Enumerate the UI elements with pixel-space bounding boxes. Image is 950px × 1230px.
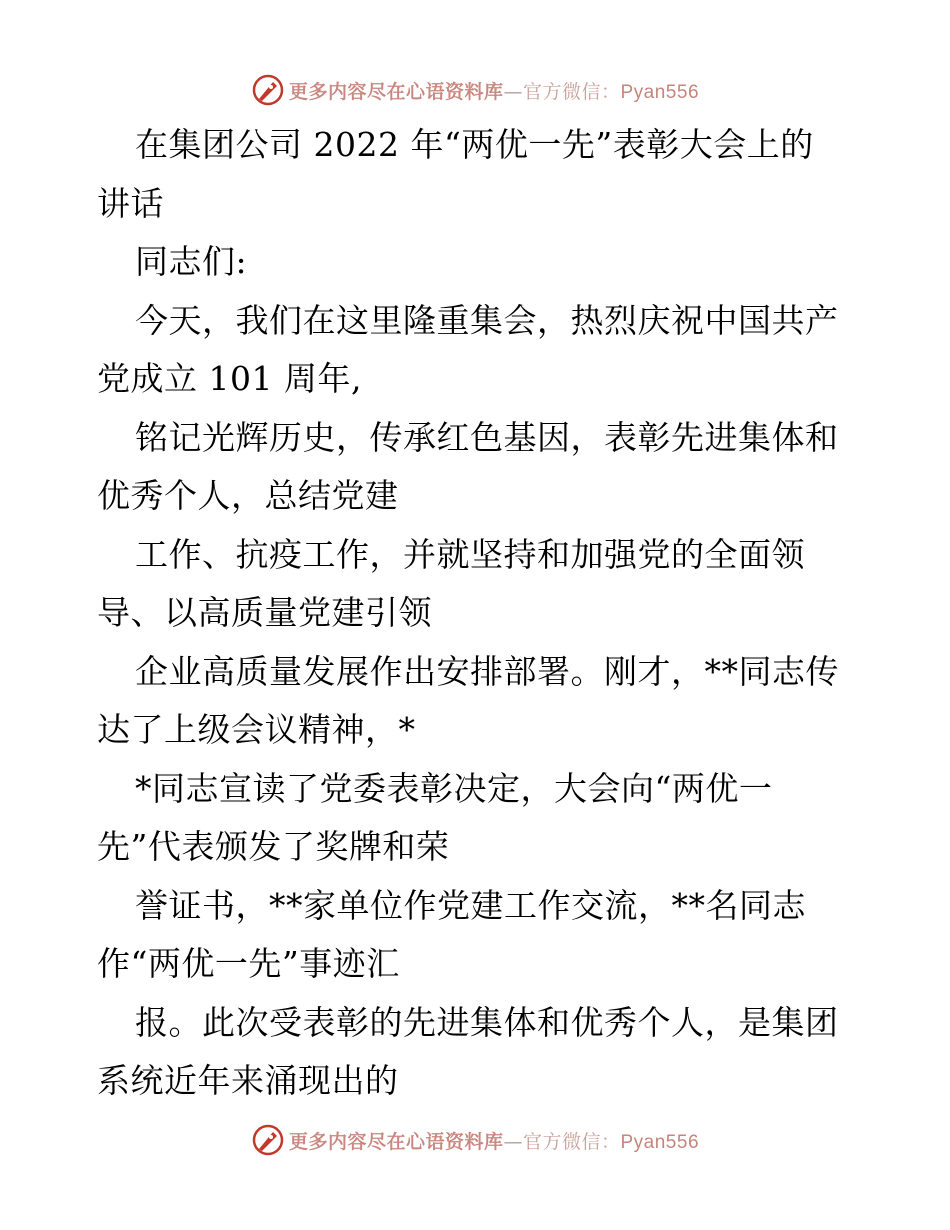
text-line: 誉证书，**家单位作党建工作交流，**名同志 [135,885,806,925]
text-line: 系统近年来涌现出的 [97,1061,399,1100]
text-line: 报。此次受表彰的先进集体和优秀个人，是集团 [135,1002,839,1042]
watermark-text [289,77,699,104]
pen-nib-logo-icon [251,73,285,107]
text-line: 工作、抗疫工作，并就坚持和加强党的全面领 [135,534,805,574]
watermark-wechat-label: 官方微信： [522,1130,621,1153]
pen-nib-logo-icon [251,1123,285,1157]
watermark-brand: 更多内容尽在心语资料库 [288,80,504,103]
watermark-separator: — [503,80,523,103]
text-line: 作“两优一先”事迹汇 [97,944,400,983]
footer-watermark [0,1120,950,1160]
text-line: 今天，我们在这里隆重集会，热烈庆祝中国共产 [135,300,839,340]
watermark-wechat-id: Pyan556 [620,81,700,103]
text-line: 在集团公司 2022 年“两优一先”表彰大会上的 [135,125,814,164]
text-line: *同志宣读了党委表彰决定，大会向“两优一 [135,768,773,808]
watermark-wechat-label: 官方微信： [522,80,621,103]
text-line: 先”代表颁发了奖牌和荣 [97,827,450,866]
text-line: 导、以高质量党建引领 [97,593,432,632]
document-body [97,116,857,1111]
watermark-separator: — [503,1130,523,1153]
text-line: 讲话 [97,183,164,223]
text-line: 企业高质量发展作出安排部署。刚才，**同志传 [135,651,839,691]
watermark-wechat-id: Pyan556 [620,1131,700,1153]
watermark-text [289,1127,699,1154]
text-line: 优秀个人，总结党建 [97,476,399,515]
watermark-brand: 更多内容尽在心语资料库 [288,1130,504,1153]
text-line: 党成立 101 周年, [97,359,362,398]
header-watermark [0,70,950,110]
text-line: 同志们: [135,242,248,281]
text-line: 铭记光辉历史，传承红色基因，表彰先进集体和 [135,417,839,457]
text-line: 达了上级会议精神，* [97,710,416,749]
